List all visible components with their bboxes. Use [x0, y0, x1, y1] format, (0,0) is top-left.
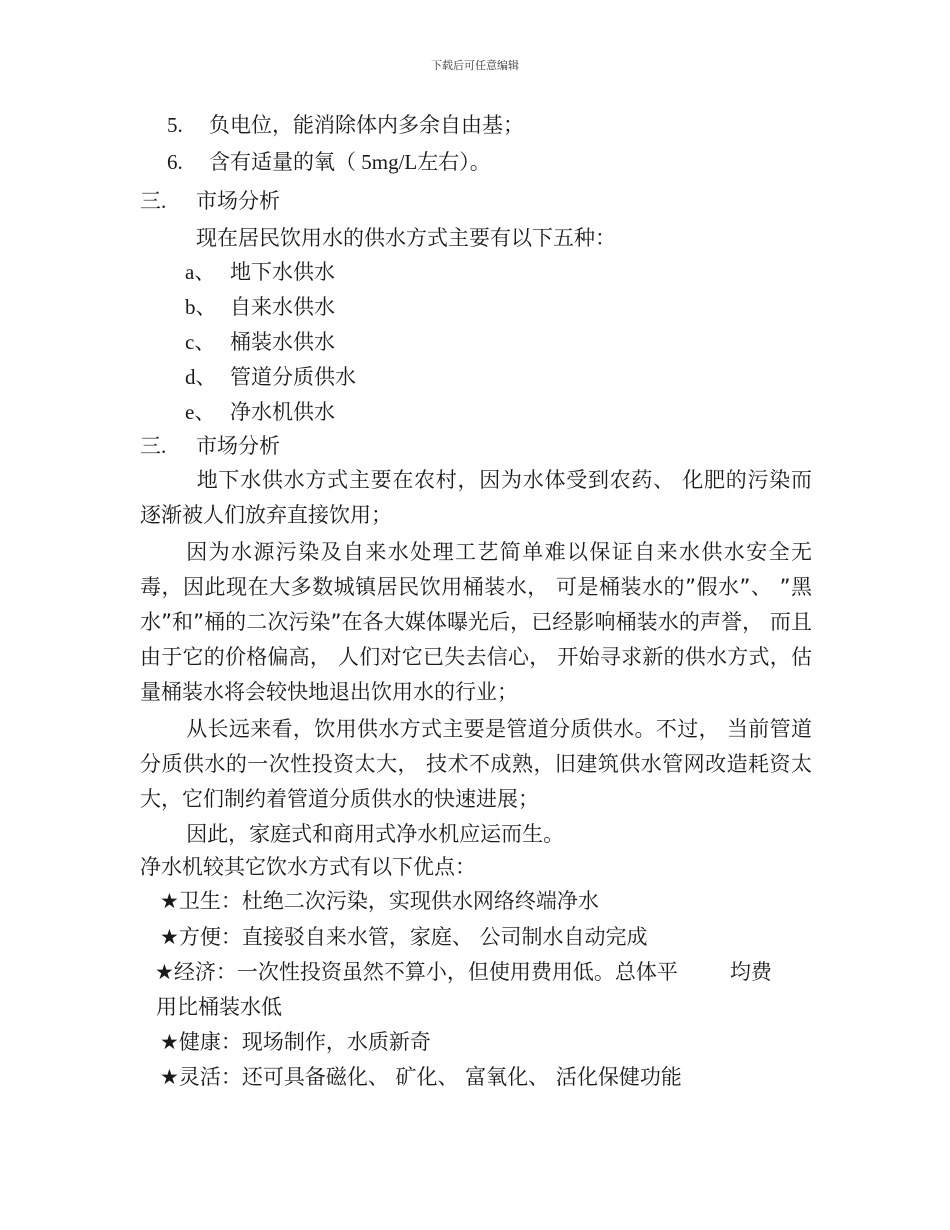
section-title: 市场分析 — [196, 434, 280, 458]
star-icon: ★ — [160, 1030, 179, 1054]
list-item — [185, 365, 356, 389]
list-item — [185, 400, 335, 424]
section-number: 三. — [140, 189, 167, 213]
page-header: 下载后可任意编辑 — [431, 59, 519, 72]
item-text: 左右）。 — [417, 150, 491, 174]
item-number: 6. — [167, 150, 183, 174]
list-item — [185, 330, 335, 354]
item-text-value: 5mg/L — [356, 150, 418, 174]
star-icon: ★ — [160, 889, 179, 913]
star-icon: ★ — [160, 925, 179, 949]
advantage-text: 灵活：还可具备磁化、 矿化、 富氧化、 活化保健功能 — [178, 1065, 682, 1089]
paragraph: 因此，家庭式和商用式净水机应运而生。 — [186, 822, 565, 846]
advantage-text: 经济：一次性投资虽然不算小，但使用费用低。总体平 — [173, 960, 678, 984]
list-item-6 — [167, 150, 491, 174]
advantage-text: 均费 — [729, 960, 772, 984]
advantage-item — [160, 1030, 431, 1054]
paragraph: 因为水源污染及自来水处理工艺简单难以保证自来水供水安全无毒，因此现在大多数城镇居民饮用桶装水， 可是桶装水的”假水”、 ”黑水”和”桶的二次污染”在各大媒体曝光后，已经影响桶装水的声誉， 而且由于它的价格偏高， 人们对它已失去信心， 开始寻求新的供水方式，估量桶装水将会较快地退出饮用水的行业； — [140, 540, 812, 704]
item-text: 自来水供水 — [230, 295, 335, 319]
item-text: 含有适量的氧（ — [209, 150, 356, 174]
advantage-item — [160, 925, 648, 949]
advantage-text: 健康：现场制作，水质新奇 — [178, 1030, 431, 1054]
advantage-text: 卫生：杜绝二次污染，实现供水网络终端净水 — [178, 889, 599, 913]
list-item — [185, 295, 335, 319]
section-heading — [140, 434, 280, 458]
advantage-continuation: 用比桶装水低 — [156, 995, 282, 1019]
item-text: 管道分质供水 — [230, 365, 356, 389]
section-title: 市场分析 — [196, 189, 280, 213]
paragraph: 地下水供水方式主要在农村，因为水体受到农药、 化肥的污染而逐渐被人们放弃直接饮用； — [140, 468, 812, 527]
advantage-item — [160, 889, 599, 913]
advantage-text: 方便：直接驳自来水管，家庭、 公司制水自动完成 — [178, 925, 648, 949]
item-label: c、 — [185, 330, 216, 354]
star-icon: ★ — [155, 960, 174, 984]
section-number: 三. — [140, 434, 167, 458]
item-text: 净水机供水 — [230, 400, 335, 424]
advantages-intro: 净水机较其它饮水方式有以下优点： — [140, 855, 476, 879]
item-label: e、 — [185, 400, 216, 424]
item-text: 桶装水供水 — [230, 330, 335, 354]
item-label: d、 — [185, 365, 217, 389]
item-text: 负电位，能消除体内多余自由基； — [209, 113, 524, 137]
intro-text: 现在居民饮用水的供水方式主要有以下五种： — [196, 226, 616, 250]
list-item-5 — [167, 113, 524, 137]
section-heading — [140, 189, 280, 213]
advantage-item — [155, 960, 772, 984]
item-label: a、 — [185, 260, 216, 284]
item-number: 5. — [167, 113, 183, 137]
paragraph: 从长远来看，饮用供水方式主要是管道分质供水。不过， 当前管道分质供水的一次性投资太大， 技术不成熟，旧建筑供水管网改造耗资太大，它们制约着管道分质供水的快速进展； — [140, 717, 812, 811]
star-icon: ★ — [160, 1065, 179, 1089]
list-item — [185, 260, 335, 284]
advantage-item — [160, 1065, 682, 1089]
item-text: 地下水供水 — [230, 260, 335, 284]
item-label: b、 — [185, 295, 217, 319]
